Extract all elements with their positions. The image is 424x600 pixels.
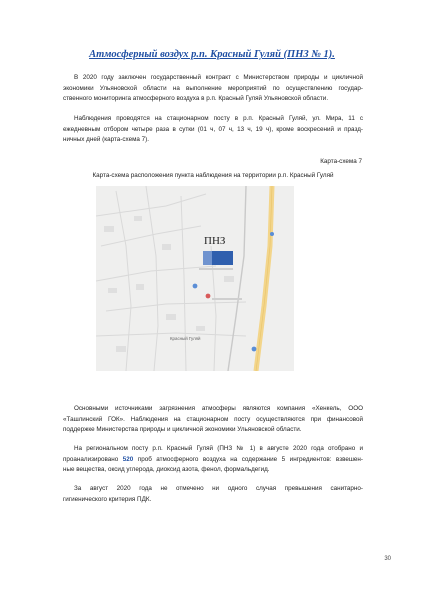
paragraph-conclusion <box>63 484 363 505</box>
station-label: ПНЗ <box>204 235 226 247</box>
text-line <box>63 455 363 466</box>
paragraph-samples <box>63 444 363 476</box>
text-line: Основными источниками загрязнения атмосферы являются компания «Хенкель, ООО <box>74 405 363 412</box>
paragraph-observations <box>63 114 363 146</box>
text-line: ежедневным отбором четыре раза в сутки (01 ч, 07 ч, 13 ч, 19 ч), кроме воскресений и празд- <box>63 125 363 133</box>
map-label: Карта-схема 7 <box>320 158 362 165</box>
text-line: В 2020 году заключен государственный контракт с Министерством природы и цикличной <box>74 74 363 81</box>
text-line: Наблюдения проводятся на стационарном посту в р.п. Красный Гуляй, ул. Мира, 11 с <box>74 115 363 122</box>
text-line: За август 2020 года не отмечено ни одного случая превышения санитарно- <box>74 485 363 492</box>
village-label: Красный Гуляй <box>170 336 201 341</box>
text-line: На региональном посту р.п. Красный Гуляй (ПНЗ № 1) в августе 2020 года отобрано и <box>74 445 363 452</box>
map-caption: Карта-схема расположения пункта наблюдения на территории р.п. Красный Гуляй <box>92 172 334 179</box>
map-graphic <box>96 186 294 371</box>
paragraph-contract <box>63 73 363 105</box>
text-line: ничных дней (карта-схема 7). <box>63 136 150 144</box>
paragraph-sources <box>63 404 363 436</box>
page-number: 30 <box>384 556 391 562</box>
text-line: гигиенического критерия ПДК. <box>63 495 152 503</box>
sample-count: 520 <box>122 455 134 463</box>
page-title: Атмосферный воздух р.п. Красный Гуляй (ПНЗ № 1). <box>89 49 335 60</box>
text-line: экономики Ульяновской области на выполнение мероприятий по осуществлению государ- <box>63 84 363 92</box>
text-line: ные вещества, оксид углерода, диоксид азота, фенол, формальдегид. <box>63 466 270 474</box>
location-map <box>96 186 294 371</box>
text-line: «Ташлинский ГОК». Наблюдения на стационарном посту осуществляются при финансовой <box>63 415 363 423</box>
text-line: поддержке Министерства природы и цикличной экономики Ульяновской области. <box>63 426 302 434</box>
text-fragment: проб атмосферного воздуха на содержание 5 ингредиентов: взвешен- <box>133 455 363 463</box>
text-fragment: проанализировано <box>63 455 123 463</box>
text-line: ственного мониторинга атмосферного воздуха в р.п. Красный Гуляй Ульяновской области. <box>63 95 329 103</box>
